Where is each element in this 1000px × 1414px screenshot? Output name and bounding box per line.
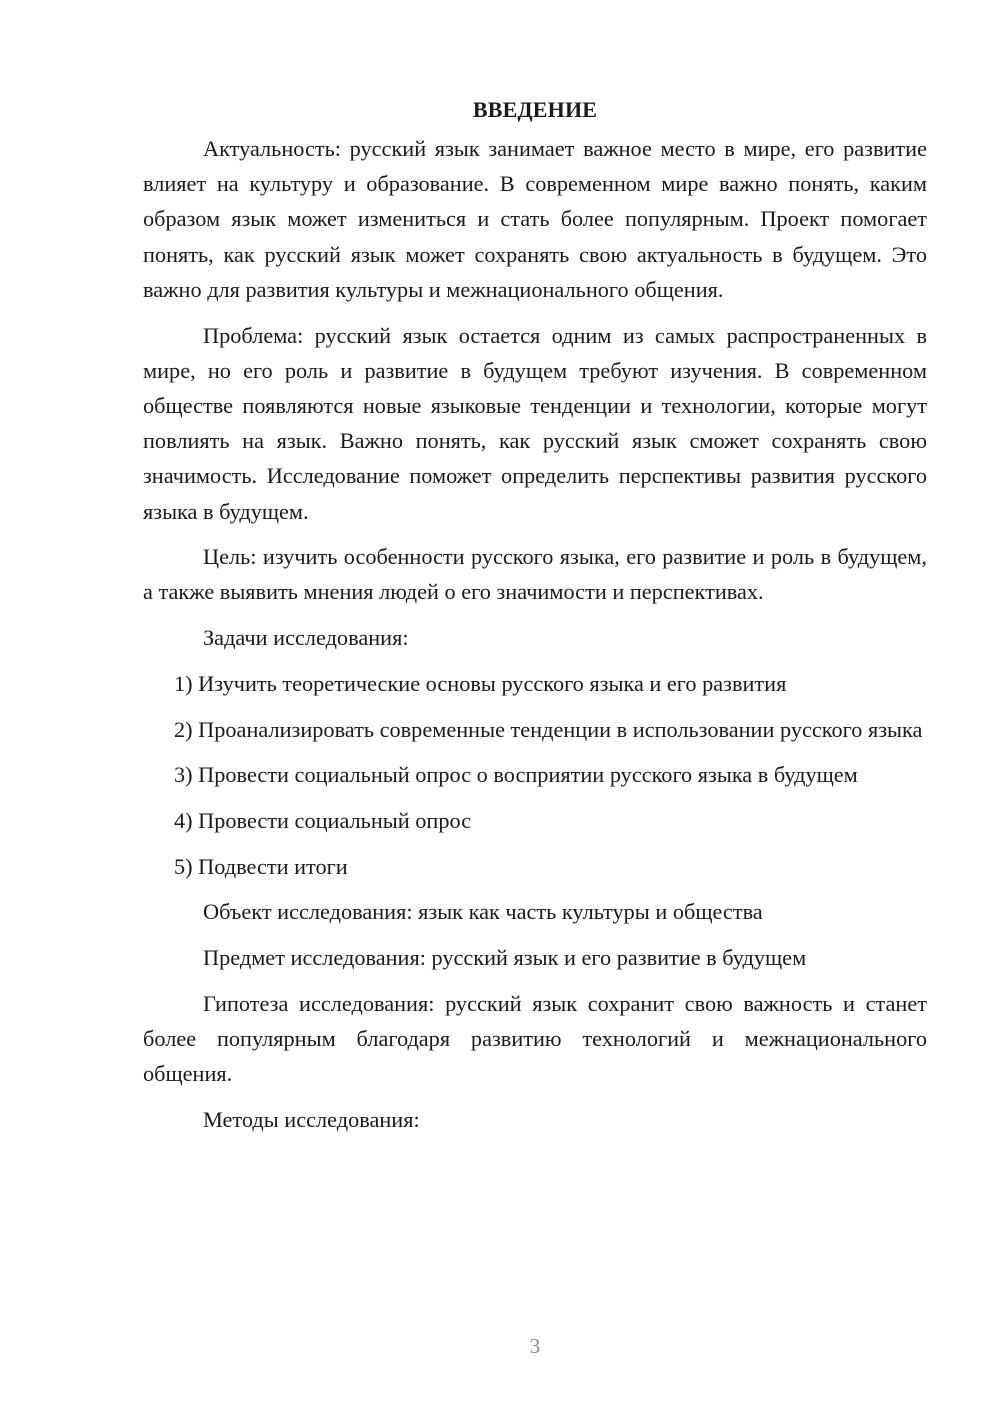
relevance-paragraph: Актуальность: русский язык занимает важное место в мире, его развитие влияет на культуру и образование. В современном мире важно понять, каким образом язык может измениться и стать более популярным. Проект помогает понять, как русский язык может сохранять свою актуальность в будущем. Это важно для развития культуры и межнационального общения. bbox=[143, 136, 927, 302]
tasks-heading: Задачи исследования: bbox=[203, 625, 409, 651]
goal-paragraph: Цель: изучить особенности русского языка, его развитие и роль в будущем, а также выявить мнения людей о его значимости и перспективах. bbox=[143, 544, 927, 605]
task-item-5: 5) Подвести итоги bbox=[174, 853, 348, 879]
problem-paragraph: Проблема: русский язык остается одним из самых распространенных в мире, но его роль и развитие в будущем требуют изучения. В современном обществе появляются новые языковые тенденции и технологии, которые могут повлиять на язык. Важно понять, как русский язык сможет сохранять свою значимость. Исследование поможет определить перспективы развития русского языка в будущем. bbox=[143, 322, 927, 524]
task-item-2: 2) Проанализировать современные тенденции в использовании русского языка bbox=[174, 716, 923, 742]
hypothesis-paragraph: Гипотеза исследования: русский язык сохранит свою важность и станет более популярным благодаря развитию технологий и межнационального общения. bbox=[143, 990, 927, 1087]
task-item-4: 4) Провести социальный опрос bbox=[174, 807, 472, 833]
task-item-3: 3) Провести социальный опрос о восприятии русского языка в будущем bbox=[174, 762, 858, 788]
subject-paragraph: Предмет исследования: русский язык и его развитие в будущем bbox=[203, 945, 807, 971]
page-number: 3 bbox=[529, 1334, 541, 1358]
page-content bbox=[143, 92, 927, 1148]
methods-heading: Методы исследования: bbox=[203, 1106, 420, 1132]
object-paragraph: Объект исследования: язык как часть культуры и общества bbox=[203, 899, 763, 925]
page-title: ВВЕДЕНИЕ bbox=[472, 97, 598, 122]
task-item-1: 1) Изучить теоретические основы русского языка и его развития bbox=[174, 670, 787, 696]
